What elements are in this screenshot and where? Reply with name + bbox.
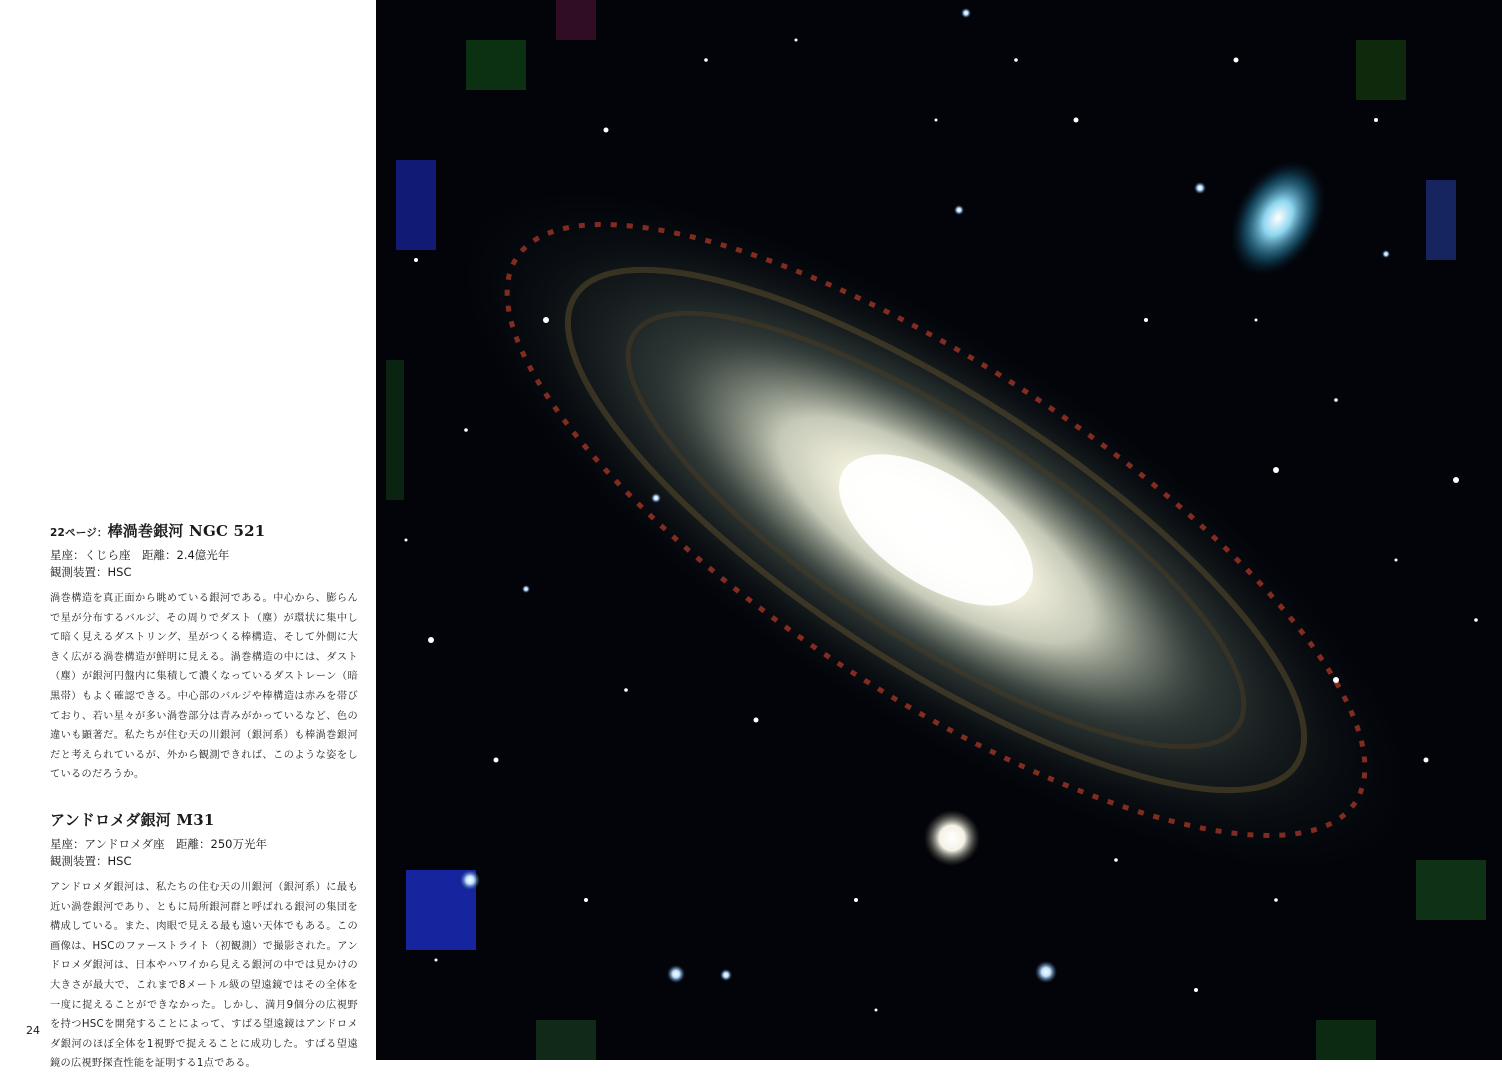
constellation-distance: 星座：くじら座 距離：2.4億光年 <box>50 548 230 562</box>
instrument: 観測装置：HSC <box>50 565 132 579</box>
section-ngc521 <box>50 520 358 785</box>
section-m31 <box>50 809 358 1074</box>
caption-column <box>50 520 358 1074</box>
object-name: 棒渦巻銀河 NGC 521 <box>107 522 266 540</box>
page-reference: 22ページ： <box>50 527 108 539</box>
description: 渦巻構造を真正面から眺めている銀河である。中心から、膨らんで星が分布するバルジ、その周りでダスト（塵）が環状に集中して暗く見えるダストリング、星がつくる棒構造、そして外側に大きく広がる渦巻構造が鮮明に見える。渦巻構造の中には、ダスト（塵）が銀河円盤内に集積して濃くなっているダストレーン（暗黒帯）もよく確認できる。中心部のバルジや棒構造は赤みを帯びており、若い星々が多い渦巻部分は青みがかっているなど、色の違いも顕著だ。私たちが住む天の川銀河（銀河系）も棒渦巻銀河だと考えられているが、外から観測できれば、このような姿をしているのだろうか。 <box>50 593 358 781</box>
instrument: 観測装置：HSC <box>50 853 132 868</box>
constellation-distance: 星座：アンドロメダ座 距離：250万光年 <box>50 836 267 851</box>
andromeda-galaxy-photo <box>376 0 1502 1060</box>
galaxy-image <box>376 0 1502 1060</box>
section-title: アンドロメダ銀河 M31 <box>50 810 215 829</box>
page-number: 24 <box>26 1024 40 1037</box>
description: アンドロメダ銀河は、私たちの住む天の川銀河（銀河系）に最も近い渦巻銀河であり、ともに局所銀河群と呼ばれる銀河の集団を構成している。また、肉眼で見える最も遠い天体でもある。この画像は、HSCのファーストライト（初観測）で撮影された。アンドロメダ銀河は、日本やハワイから見える銀河の中では見かけの大きさが最大で、これまで8メートル級の望遠鏡ではその全体を一度に捉えることができなかった。しかし、満月9個分の広視野を持つHSCを開発することによって、すばる望遠鏡はアンドロメダ銀河のほぼ全体を1視野で捉えることに成功した。すばる望遠鏡の広視野探査性能を証明する1点である。 <box>50 881 358 1070</box>
satellite-galaxy-m32 <box>924 810 980 866</box>
section-title <box>50 520 358 541</box>
